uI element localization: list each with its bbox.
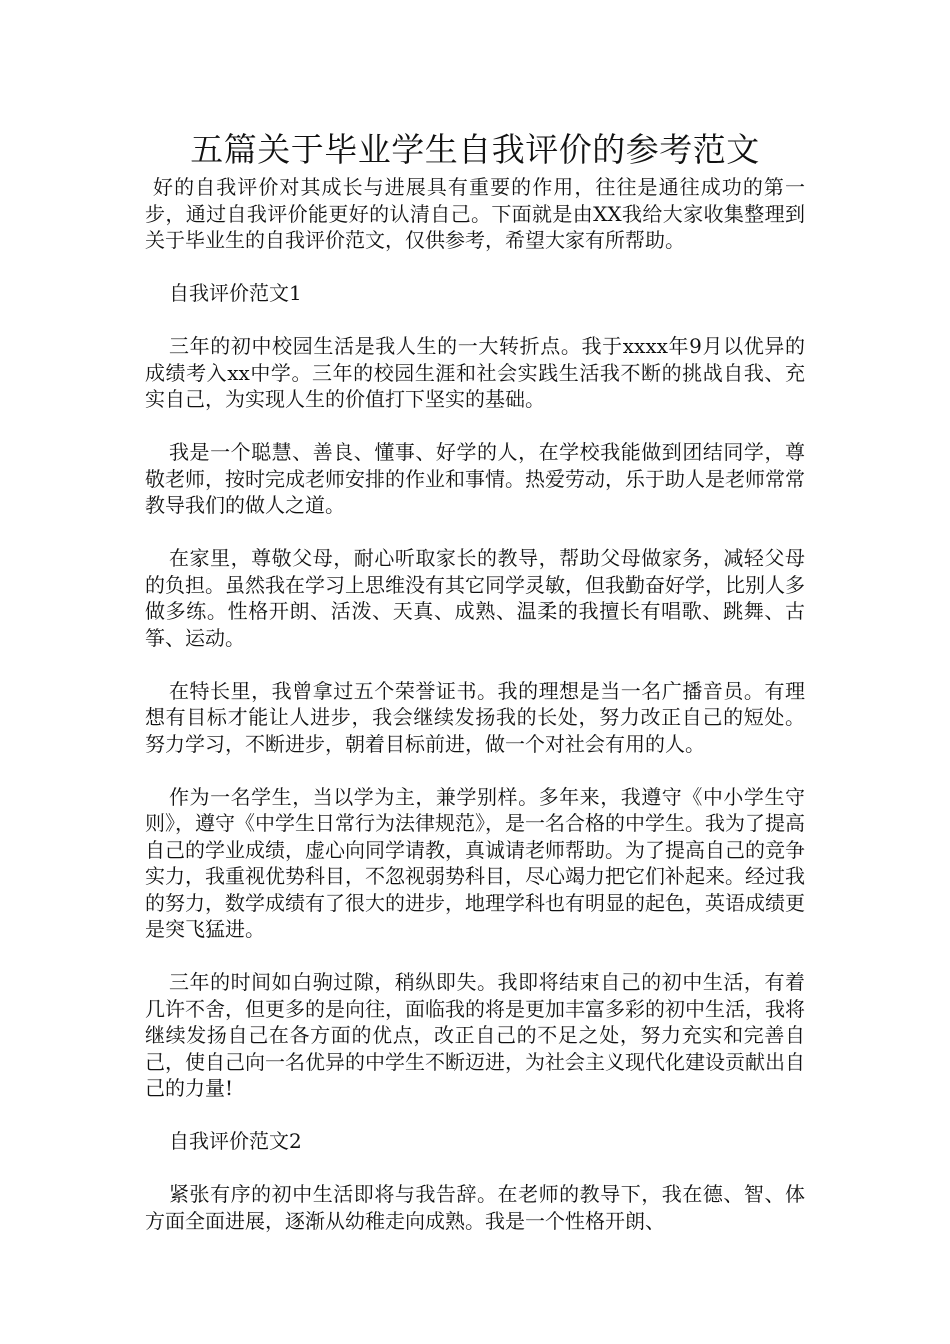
- section-heading-2: 自我评价范文2: [169, 1129, 302, 1153]
- intro-paragraph: 好的自我评价对其成长与进展具有重要的作用，往往是通往成功的第一步，通过自我评价能更好的认清自己。下面就是由XX我给大家收集整理到关于毕业生的自我评价范文，仅供参考，希望大家有所帮助。: [145, 175, 805, 252]
- body-paragraph: 我是一个聪慧、善良、懂事、好学的人，在学校我能做到团结同学，尊敬老师，按时完成老师安排的作业和事情。热爱劳动，乐于助人是老师常常教导我们的做人之道。: [145, 440, 805, 517]
- body-paragraph: 在特长里，我曾拿过五个荣誉证书。我的理想是当一名广播音员。有理想有目标才能让人进步，我会继续发扬我的长处，努力改正自己的短处。 努力学习，不断进步，朝着目标前进，做一个对社会有用的人。: [145, 678, 805, 756]
- section-heading-1: 自我评价范文1: [169, 281, 302, 305]
- body-paragraph: 在家里，尊敬父母，耐心听取家长的教导，帮助父母做家务，减轻父母的负担。虽然我在学习上思维没有其它同学灵敏，但我勤奋好学，比别人多做多练。性格开朗、活泼、天真、成熟、温柔的我擅长有唱歌、跳舞、古筝、运动。: [145, 546, 805, 650]
- body-paragraph: 三年的初中校园生活是我人生的一大转折点。我于xxxx年9月以优异的成绩考入xx中学。三年的校园生涯和社会实践生活我不断的挑战自我、充实自己，为实现人生的价值打下坚实的基础。: [145, 334, 805, 411]
- document-title: 五篇关于毕业学生自我评价的参考范文: [190, 130, 760, 169]
- body-paragraph: 作为一名学生，当以学为主，兼学别样。多年来，我遵守《中小学生守则》，遵守《中学生日常行为法律规范》，是一名合格的中学生。我为了提高自己的学业成绩，虚心向同学请教，真诚请老师帮助。为了提高自己的竞争实力，我重视优势科目，不忽视弱势科目，尽心竭力把它们补起来。经过我的努力，数学成绩有了很大的进步，地理学科也有明显的起色，英语成绩更是突飞猛进。: [145, 784, 805, 941]
- body-paragraph: 三年的时间如白驹过隙，稍纵即失。我即将结束自己的初中生活，有着几许不舍，但更多的是向往，面临我的将是更加丰富多彩的初中生活，我将继续发扬自己在各方面的优点，改正自己的不足之处，努力充实和完善自己，使自己向一名优异的中学生不断迈进，为社会主义现代化建设贡献出自己的力量!: [145, 970, 805, 1100]
- body-paragraph: 紧张有序的初中生活即将与我告辞。在老师的教导下，我在德、智、体方面全面进展，逐渐从幼稚走向成熟。我是一个性格开朗、: [145, 1182, 805, 1233]
- document-body: [145, 174, 805, 1261]
